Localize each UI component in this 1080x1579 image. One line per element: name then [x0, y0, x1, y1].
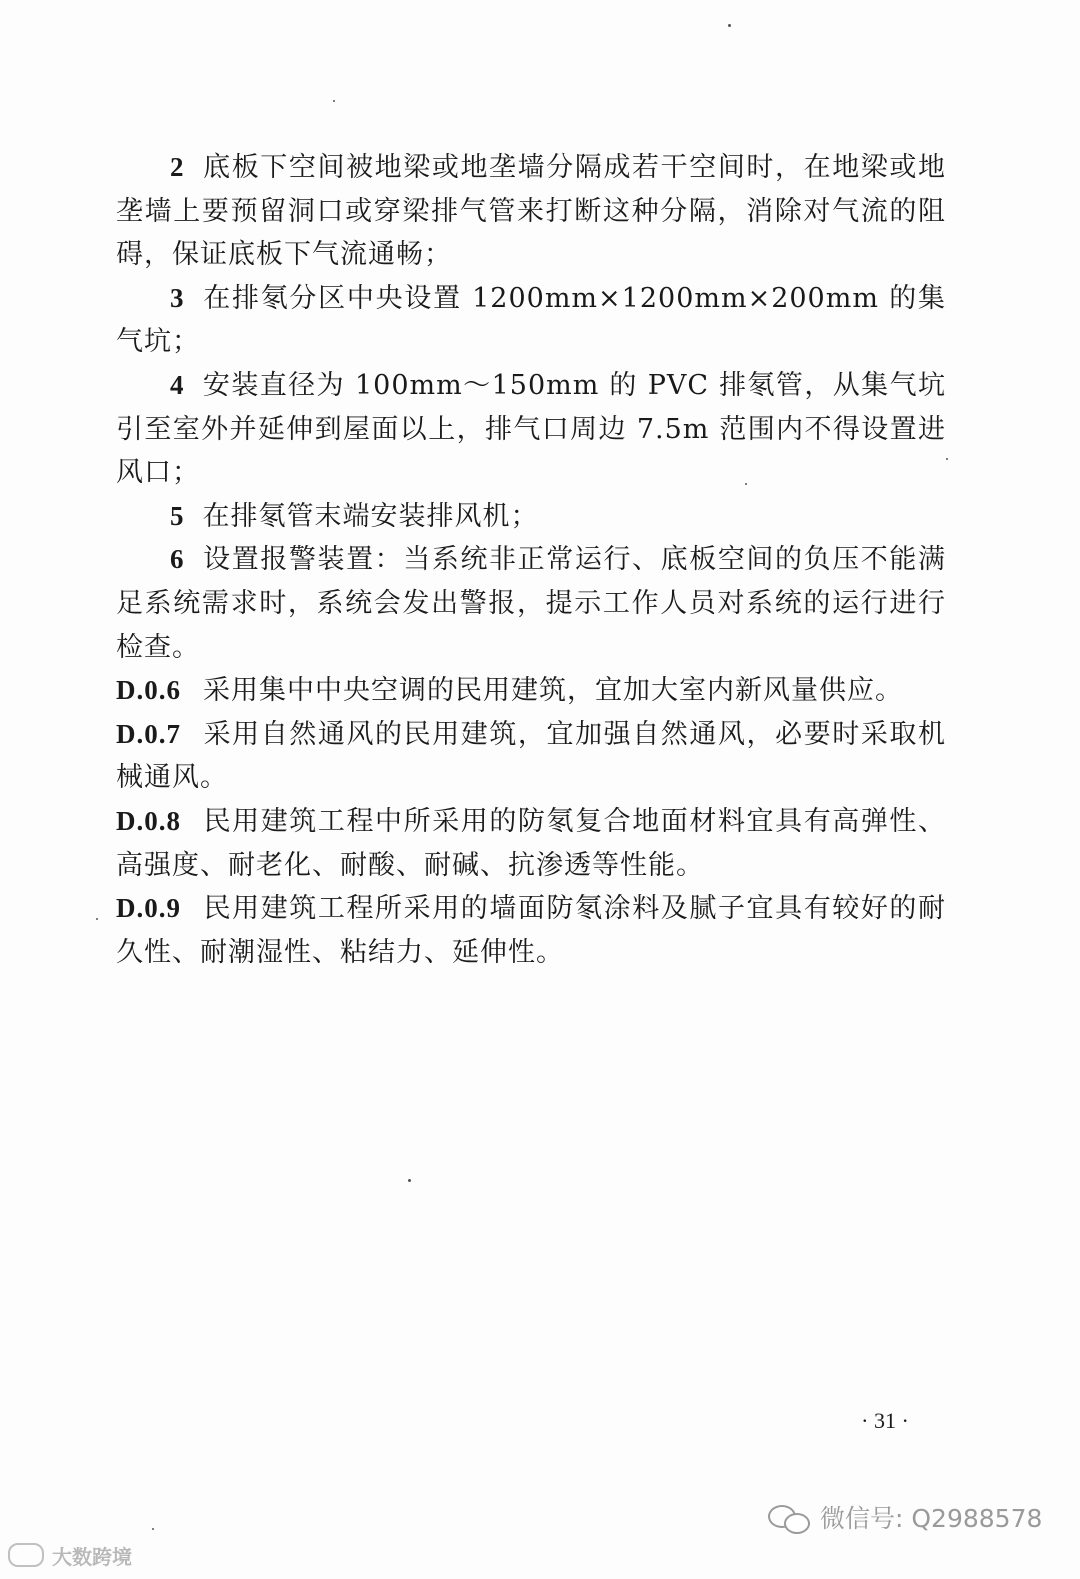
clause-d-0-9 — [116, 887, 946, 974]
scan-speck — [152, 1528, 154, 1530]
list-item-2 — [116, 146, 946, 277]
item-text: 设置报警装置：当系统非正常运行、底板空间的负压不能满足系统需求时，系统会发出警报，提示工作人员对系统的运行进行检查。 — [116, 544, 946, 663]
item-number: 4 — [170, 369, 185, 400]
site-watermark — [8, 1540, 132, 1570]
clause-d-0-8 — [116, 800, 946, 887]
clause-d-0-6 — [116, 669, 946, 713]
item-number: 2 — [170, 152, 185, 182]
item-number: 5 — [170, 500, 185, 531]
scan-speck — [408, 1179, 411, 1182]
clause-text: 民用建筑工程中所采用的防氡复合地面材料宜具有高弹性、高强度、耐老化、耐酸、耐碱、抗渗透等性能。 — [116, 805, 946, 881]
list-item-6 — [116, 538, 946, 669]
scan-speck — [946, 458, 948, 460]
clause-number: D.0.6 — [116, 675, 181, 706]
clause-number: D.0.9 — [116, 893, 181, 924]
list-item-3 — [116, 277, 946, 364]
item-number: 3 — [170, 282, 185, 313]
clause-d-0-7 — [116, 713, 946, 800]
item-text: 在排氡分区中央设置 1200mm×1200mm×200mm 的集气坑； — [116, 282, 946, 358]
list-item-4 — [116, 364, 946, 495]
wechat-watermark — [766, 1500, 1042, 1534]
site-watermark-text: 大数跨境 — [52, 1544, 132, 1569]
clause-text: 采用集中中央空调的民用建筑，宜加大室内新风量供应。 — [203, 675, 903, 707]
list-item-5 — [116, 495, 946, 539]
clause-number: D.0.8 — [116, 805, 181, 836]
clause-text: 民用建筑工程所采用的墙面防氡涂料及腻子宜具有较好的耐久性、耐潮湿性、粘结力、延伸性。 — [116, 893, 946, 968]
clause-text: 采用自然通风的民用建筑，宜加强自然通风，必要时采取机械通风。 — [116, 718, 946, 794]
scan-speck — [96, 918, 98, 920]
clause-number: D.0.7 — [116, 718, 181, 749]
watermark-text: 微信号: Q2988578 — [820, 1504, 1043, 1533]
item-text: 在排氡管末端安装排风机； — [202, 500, 539, 532]
item-text: 底板下空间被地梁或地垄墙分隔成若干空间时，在地梁或地垄墙上要预留洞口或穿梁排气管来打断这种分隔，消除对气流的阻碍，保证底板下气流通畅； — [116, 152, 946, 271]
item-number: 6 — [170, 544, 185, 575]
wechat-icon — [766, 1502, 810, 1532]
site-logo-icon — [8, 1543, 44, 1567]
scan-speck — [333, 100, 335, 102]
page-number: · 31 · — [861, 1408, 909, 1433]
item-text: 安装直径为 100mm～150mm 的 PVC 排氡管，从集气坑引至室外并延伸到屋面以上，排气口周边 7.5m 范围内不得设置进风口； — [116, 369, 946, 489]
scan-speck — [728, 24, 731, 27]
page-content — [116, 146, 946, 974]
scan-speck — [745, 483, 747, 485]
